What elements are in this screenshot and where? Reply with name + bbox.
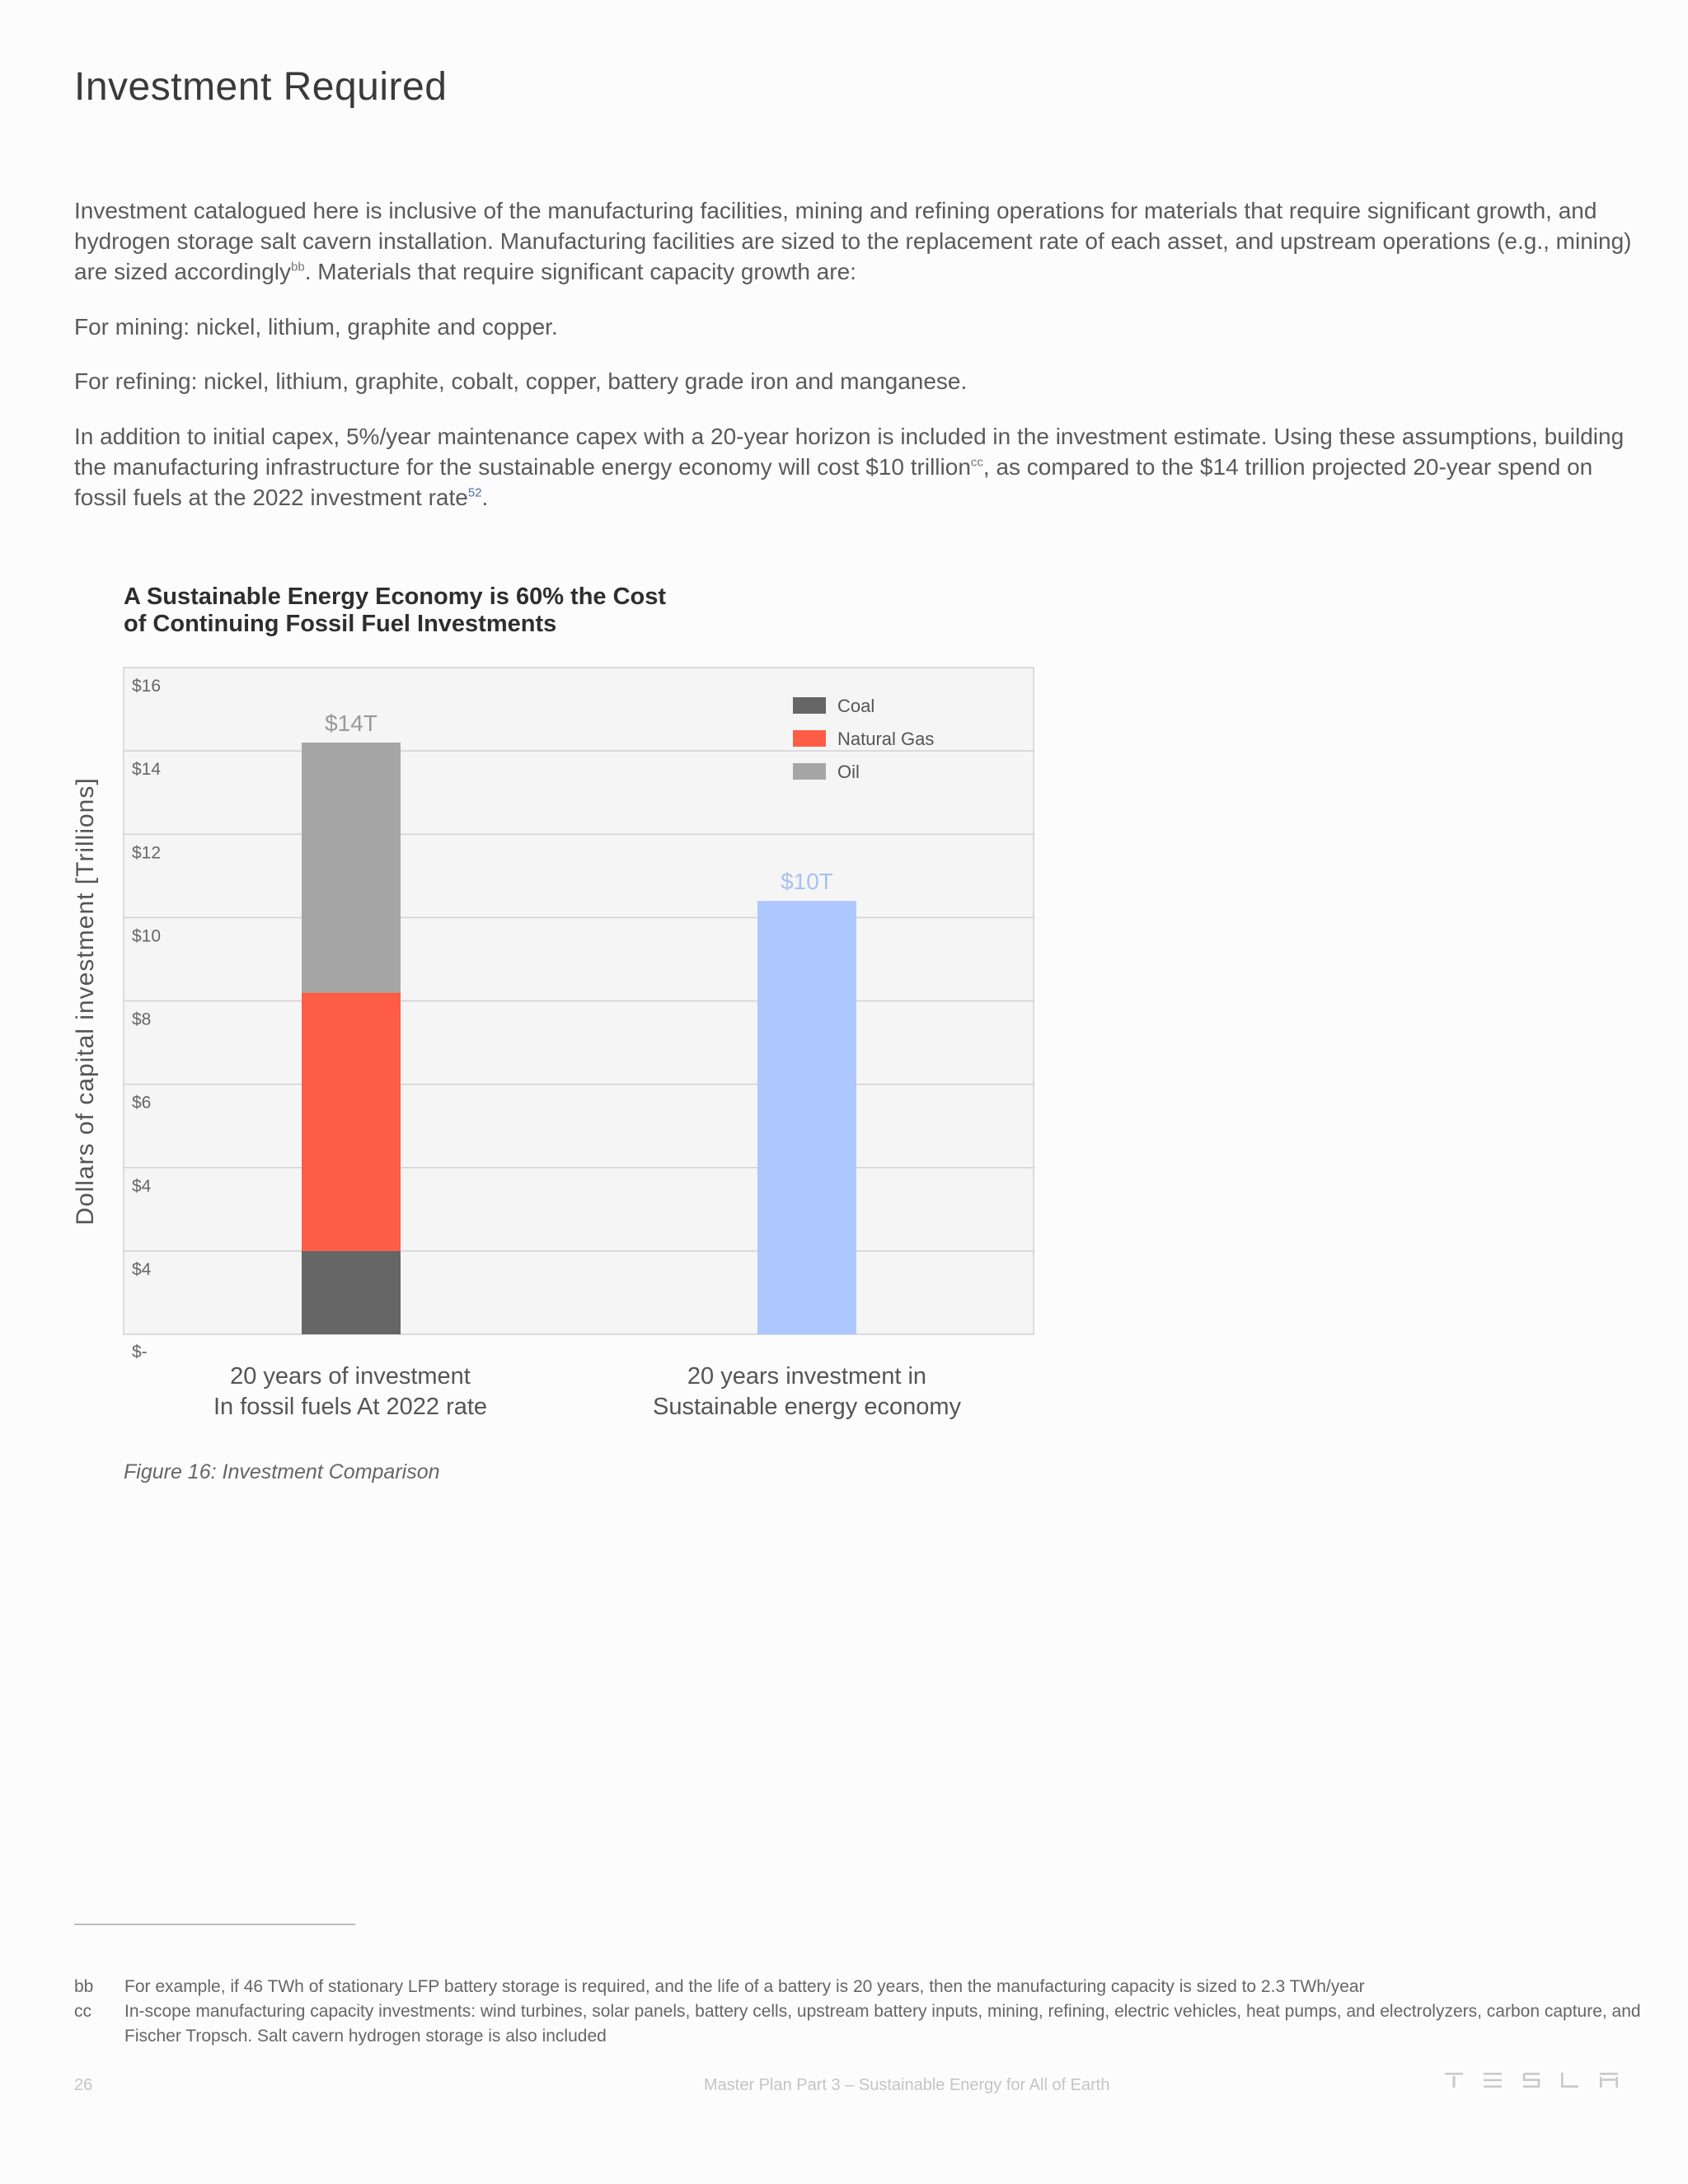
bar-total-label: $10T xyxy=(781,869,833,895)
x-category-fossil-line2: In fossil fuels At 2022 rate xyxy=(213,1394,488,1420)
citation-ref-52[interactable]: 52 xyxy=(467,485,482,500)
intro-text-end: . Materials that require significant capacity growth are: xyxy=(304,259,856,284)
chart-title-line1: A Sustainable Energy Economy is 60% the Cost xyxy=(124,583,667,610)
footnote-text: In-scope manufacturing capacity investments: wind turbines, solar panels, battery cells, upstream battery inputs, mining, refining, electric vehicles, heat pumps, and electrolyzers, carbon capture, and Fischer Tropsch. Salt cavern hydrogen storage is also included xyxy=(124,2002,1641,2046)
refining-text: For refining: nickel, lithium, graphite, cobalt, copper, battery grade iron and manganese. xyxy=(74,368,968,394)
bar-segment-oil xyxy=(302,743,401,992)
x-category-sustainable-line1: 20 years investment in xyxy=(687,1363,927,1390)
chart-title-line2: of Continuing Fossil Fuel Investments xyxy=(124,611,557,637)
footnote-divider xyxy=(74,1924,355,1925)
legend-swatch xyxy=(793,730,826,747)
logo-letter-a xyxy=(1600,2073,1618,2088)
logo-letter-s xyxy=(1522,2073,1540,2088)
y-tick-label: $- xyxy=(132,1343,148,1361)
y-tick-label: $12 xyxy=(132,843,162,863)
y-tick-label: $8 xyxy=(132,1010,152,1029)
page-number: 26 xyxy=(74,2076,93,2094)
legend-swatch xyxy=(793,697,826,714)
x-category-sustainable-line2: Sustainable energy economy xyxy=(652,1394,961,1420)
logo-letter-e xyxy=(1484,2073,1502,2088)
legend-label: Natural Gas xyxy=(837,729,935,749)
logo-letter-l xyxy=(1561,2073,1579,2088)
y-tick-label: $14 xyxy=(132,760,162,780)
capex-paragraph xyxy=(74,421,1640,513)
bar-segment-sustainable xyxy=(757,901,856,1334)
y-axis-label: Dollars of capital investment [Trillions] xyxy=(72,777,99,1226)
legend-label: Coal xyxy=(837,696,875,716)
figure-caption: Figure 16: Investment Comparison xyxy=(124,1460,440,1483)
y-tick-label: $4 xyxy=(132,1259,152,1279)
capex-text-end: . xyxy=(481,485,489,510)
footnote-ref-cc[interactable]: cc xyxy=(970,455,983,470)
tesla-logo xyxy=(1445,2073,1618,2088)
chart-title xyxy=(124,583,750,638)
mining-text: For mining: nickel, lithium, graphite and copper. xyxy=(74,314,558,340)
footnote-mark: cc xyxy=(74,2002,91,2021)
y-tick-label: $10 xyxy=(132,926,162,946)
bar-segment-coal xyxy=(302,1251,401,1334)
footnote-mark: bb xyxy=(74,1977,94,1996)
bar-total-label: $14T xyxy=(325,710,377,737)
x-category-sustainable xyxy=(601,1361,1013,1422)
footer-title: Master Plan Part 3 – Sustainable Energy for All of Earth xyxy=(704,2076,1110,2094)
footnote-text: For example, if 46 TWh of stationary LFP battery storage is required, and the life of a battery is 20 years, then the manufacturing capacity is sized to 2.3 TWh/year xyxy=(124,1977,1365,1996)
legend-label: Oil xyxy=(837,762,860,782)
bar-segment-natural-gas xyxy=(302,992,401,1250)
y-tick-label: $6 xyxy=(132,1093,152,1113)
x-category-fossil-line1: 20 years of investment xyxy=(230,1363,471,1390)
intro-text: Investment catalogued here is inclusive of the manufacturing facilities, mining and refining operations for materials that require significant growth, and hydrogen storage salt cavern installation. Manufacturing facilities are sized to the replacement rate of each asset, and upstream operations (e.g., mining) are sized accordingly xyxy=(74,198,1632,284)
y-tick-label: $16 xyxy=(132,677,162,696)
investment-chart xyxy=(115,659,1055,1368)
page-title: Investment Required xyxy=(74,65,448,109)
refining-paragraph xyxy=(74,366,1640,396)
capex-text: In addition to initial capex, 5%/year maintenance capex with a 20-year horizon is included in the investment estimate. Using these assumptions, building the manufacturing infrastructure for the sustainable energy economy will cost $10 trillion xyxy=(74,424,1625,480)
legend-swatch xyxy=(793,763,826,780)
mining-paragraph xyxy=(74,312,1640,342)
y-tick-label: $4 xyxy=(132,1176,152,1196)
footnote-ref-bb[interactable]: bb xyxy=(291,260,305,274)
x-category-fossil xyxy=(144,1361,556,1422)
capex-text-mid: , as compared to the $14 trillion projected 20-year spend on fossil fuels at the 2022 investment rate xyxy=(74,454,1593,510)
intro-paragraph xyxy=(74,195,1640,287)
logo-letter-t xyxy=(1445,2073,1463,2088)
